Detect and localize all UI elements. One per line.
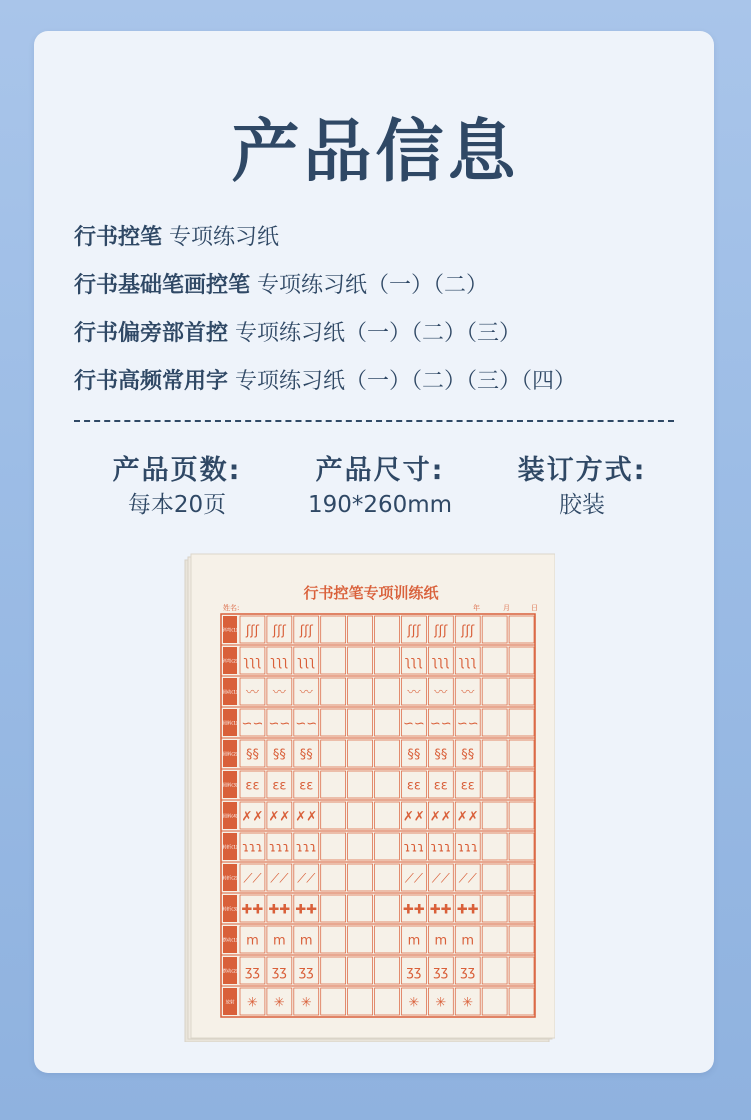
- sheet-practice-stroke: ⟋⟋: [243, 871, 262, 887]
- sheet-practice-stroke: ✳: [247, 995, 258, 1011]
- spec-binding: [487, 453, 677, 521]
- sheet-practice-stroke: ɿɿɿ: [430, 840, 452, 856]
- sheet-practice-stroke: 〰: [245, 685, 259, 701]
- sheet-practice-stroke: ∽∽: [403, 716, 425, 732]
- sheet-practice-stroke: m: [434, 933, 448, 949]
- sheet-practice-stroke: ɿɿɿ: [457, 840, 479, 856]
- spec-size: [285, 453, 475, 521]
- sheet-practice-stroke: ʅʅʅ: [270, 654, 289, 670]
- sheet-practice-stroke: §§: [245, 747, 259, 763]
- sheet-practice-stroke: m: [461, 933, 475, 949]
- sheet-practice-stroke: ⟋⟋: [270, 871, 289, 887]
- sheet-row-label: 圆斜(1): [222, 721, 238, 727]
- sheet-practice-stroke: m: [246, 933, 259, 949]
- sheet-practice-stroke: ɿɿɿ: [269, 840, 290, 856]
- sheet-practice-stroke: ɿɿɿ: [403, 840, 425, 856]
- product-line: 行书高频常用字 专项练习纸（一）（二）（三）（四）: [74, 369, 577, 394]
- sheet-practice-stroke: ʃʃʃ: [434, 623, 448, 639]
- sheet-practice-stroke: 〰: [407, 685, 421, 701]
- sheet-row-label: 转折(2): [222, 876, 238, 882]
- sheet-practice-stroke: §§: [407, 747, 421, 763]
- sheet-practice-stroke: ✗✗: [268, 809, 291, 825]
- sheet-practice-stroke: 〰: [299, 685, 313, 701]
- sheet-practice-stroke: ʒʒ: [460, 964, 476, 980]
- sheet-practice-stroke: ✳: [273, 995, 285, 1011]
- sheet-practice-stroke: ʅʅʅ: [297, 654, 316, 670]
- product-lines: [74, 222, 576, 414]
- spec-pages: [82, 453, 272, 521]
- sheet-practice-stroke: ɛɛ: [272, 778, 287, 794]
- sheet-practice-stroke: §§: [434, 747, 448, 763]
- dashed-divider: [74, 420, 674, 422]
- sheet-practice-stroke: ✗✗: [295, 809, 318, 825]
- sheet-practice-stroke: ✗✗: [429, 809, 452, 825]
- sheet-row-label: 放射: [225, 1000, 235, 1006]
- sheet-practice-stroke: ∽∽: [268, 716, 291, 732]
- sheet-practice-stroke: ⟋⟋: [458, 871, 477, 887]
- sheet-practice-stroke: ʒʒ: [406, 964, 422, 980]
- sheet-practice-stroke: ɿɿɿ: [295, 840, 317, 856]
- sheet-practice-stroke: §§: [299, 747, 313, 763]
- sheet-row-label: 摆动(2): [222, 969, 238, 975]
- sheet-practice-stroke: ʅʅʅ: [458, 654, 477, 670]
- sheet-row-label: 圆斜(4): [222, 814, 238, 820]
- sheet-row-label: 斜弯(1): [222, 628, 238, 634]
- product-line: 行书基础笔画控笔 专项练习纸（一）（二）: [74, 273, 489, 298]
- practice-sheet-svg: [183, 552, 555, 1042]
- sheet-practice-stroke: ɛɛ: [245, 778, 260, 794]
- sheet-practice-stroke: ✚✚: [295, 902, 318, 918]
- sheet-row-label: 圆斜(2): [222, 752, 238, 758]
- spec-value: 190*260mm: [307, 492, 453, 518]
- sheet-row-label: 圆斜(3): [222, 783, 238, 789]
- sheet-date-label: 月: [503, 604, 510, 612]
- sheet-practice-stroke: ⟋⟋: [297, 871, 316, 887]
- sheet-practice-stroke: ʒʒ: [298, 964, 314, 980]
- sheet-practice-stroke: ✳: [462, 995, 474, 1011]
- sheet-practice-stroke: ɛɛ: [433, 778, 448, 794]
- sheet-practice-stroke: ✗✗: [403, 809, 425, 825]
- sheet-practice-stroke: ✳: [300, 995, 312, 1011]
- sheet-date-label: 年: [473, 604, 480, 612]
- sheet-practice-stroke: ✚✚: [456, 902, 479, 918]
- sheet-practice-stroke: ✚✚: [241, 902, 264, 918]
- spec-label: 装订方式:: [517, 455, 647, 486]
- sheet-row-label: 摆动(1): [222, 938, 238, 944]
- practice-sheet-image: [183, 552, 555, 1042]
- sheet-practice-stroke: ✗✗: [241, 809, 264, 825]
- sheet-row-label: 转折(1): [222, 845, 238, 851]
- sheet-practice-stroke: ✚✚: [403, 902, 425, 918]
- sheet-practice-stroke: ✳: [435, 995, 447, 1011]
- sheet-practice-stroke: ʃʃʃ: [461, 623, 475, 639]
- spec-value: 胶装: [559, 492, 605, 518]
- page-title: 产品信息: [231, 113, 520, 192]
- sheet-practice-stroke: §§: [461, 747, 475, 763]
- sheet-practice-stroke: ∽∽: [295, 716, 318, 732]
- sheet-practice-stroke: §§: [272, 747, 286, 763]
- sheet-practice-stroke: ʃʃʃ: [272, 623, 286, 639]
- sheet-practice-stroke: m: [273, 933, 286, 949]
- sheet-practice-stroke: ∽∽: [429, 716, 452, 732]
- sheet-date-label: 日: [531, 604, 538, 612]
- sheet-practice-stroke: ✚✚: [268, 902, 291, 918]
- sheet-row-label: 圆动(1): [222, 690, 238, 696]
- product-line: 行书偏旁部首控 专项练习纸（一）（二）（三）: [74, 321, 522, 346]
- sheet-practice-stroke: ʅʅʅ: [404, 654, 423, 670]
- sheet-practice-stroke: ✚✚: [429, 902, 452, 918]
- sheet-practice-stroke: ɛɛ: [460, 778, 475, 794]
- sheet-practice-stroke: 〰: [272, 685, 286, 701]
- sheet-practice-stroke: m: [299, 933, 313, 949]
- sheet-title: 行书控笔专项训练纸: [303, 584, 439, 602]
- sheet-practice-stroke: ⟋⟋: [404, 871, 424, 887]
- sheet-practice-stroke: ʃʃʃ: [407, 623, 421, 639]
- product-line: 行书控笔 专项练习纸: [74, 225, 280, 250]
- sheet-practice-stroke: ɿɿɿ: [242, 840, 263, 856]
- spec-value: 每本20页: [127, 492, 227, 518]
- sheet-practice-stroke: ʅʅʅ: [243, 654, 262, 670]
- sheet-practice-stroke: ɛɛ: [406, 778, 421, 794]
- sheet-practice-stroke: ∽∽: [456, 716, 479, 732]
- spec-label: 产品尺寸:: [315, 455, 445, 486]
- sheet-row-label: 转折(3): [222, 907, 238, 913]
- sheet-practice-stroke: ʒʒ: [433, 964, 449, 980]
- sheet-practice-stroke: 〰: [434, 685, 448, 701]
- sheet-practice-stroke: ʃʃʃ: [299, 623, 313, 639]
- spec-label: 产品页数:: [112, 455, 242, 486]
- sheet-practice-stroke: ʅʅʅ: [431, 654, 450, 670]
- sheet-practice-stroke: ʒʒ: [244, 964, 260, 980]
- sheet-practice-stroke: ∽∽: [241, 716, 264, 732]
- sheet-name-label: 姓名:: [223, 604, 240, 612]
- sheet-practice-stroke: ʒʒ: [271, 964, 287, 980]
- sheet-practice-stroke: ʃʃʃ: [245, 623, 260, 639]
- sheet-practice-stroke: ɛɛ: [299, 778, 314, 794]
- sheet-practice-stroke: ✳: [408, 995, 420, 1011]
- sheet-practice-stroke: 〰: [461, 685, 475, 701]
- sheet-practice-stroke: m: [407, 933, 421, 949]
- sheet-practice-stroke: ✗✗: [456, 809, 479, 825]
- sheet-row-label: 斜弯(2): [222, 659, 238, 665]
- sheet-practice-stroke: ⟋⟋: [431, 871, 450, 887]
